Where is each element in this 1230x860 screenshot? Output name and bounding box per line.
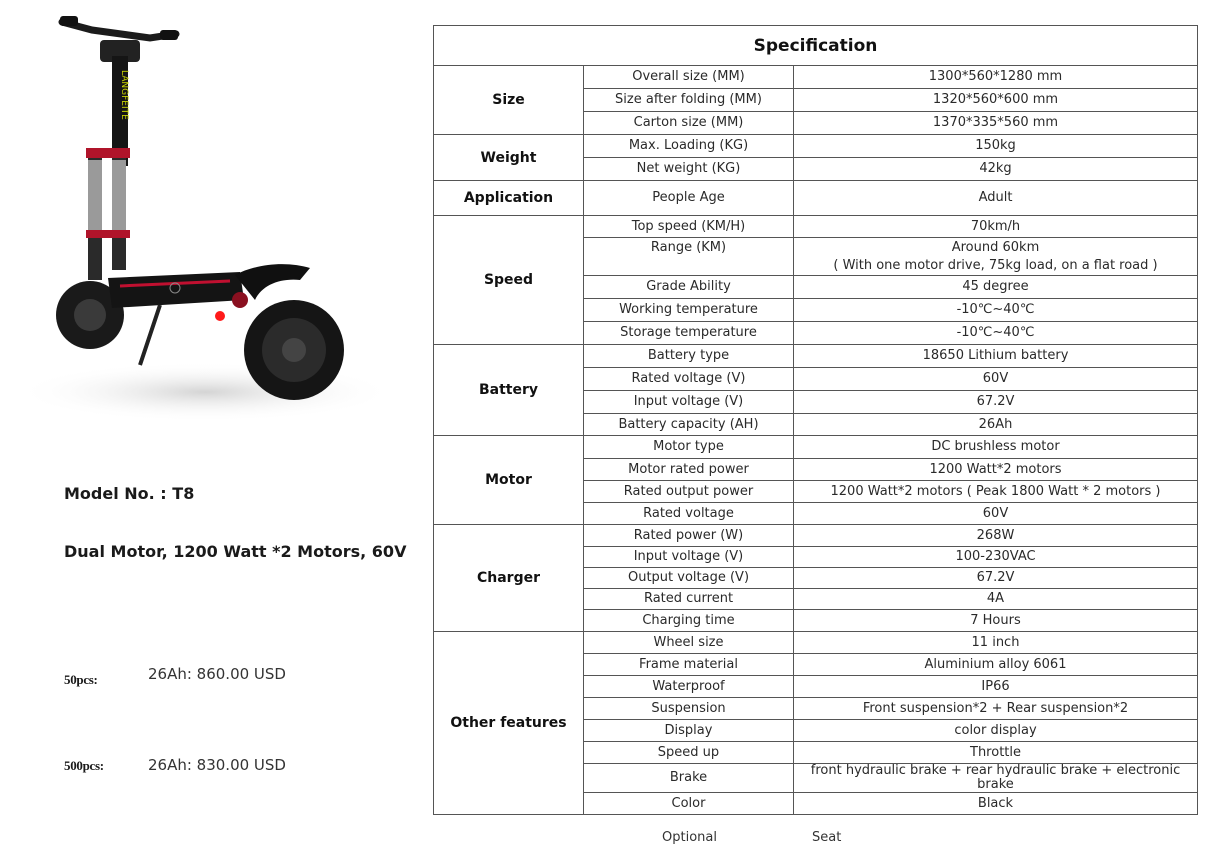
optional-value: Seat <box>812 830 842 845</box>
spec-label: Speed up <box>584 742 794 764</box>
group-size: Size <box>434 66 584 135</box>
spec-value: Aluminium alloy 6061 <box>794 654 1198 676</box>
group-speed: Speed <box>434 216 584 345</box>
price-value-1: 26Ah: 860.00 USD <box>148 665 286 683</box>
spec-label: Overall size (MM) <box>584 66 794 89</box>
spec-title: Specification <box>434 26 1198 66</box>
spec-value: 268W <box>794 525 1198 547</box>
spec-label: Net weight (KG) <box>584 158 794 181</box>
price-value-2: 26Ah: 830.00 USD <box>148 756 286 774</box>
spec-value: 60V <box>794 368 1198 391</box>
spec-label: Battery capacity (AH) <box>584 414 794 436</box>
spec-value: DC brushless motor <box>794 436 1198 459</box>
spec-label: Rated output power <box>584 481 794 503</box>
spec-label: Output voltage (V) <box>584 568 794 589</box>
group-application: Application <box>434 181 584 216</box>
spec-value: front hydraulic brake + rear hydraulic brake + electronic brake <box>794 764 1198 793</box>
spec-value: 26Ah <box>794 414 1198 436</box>
range-note: ( With one motor drive, 75kg load, on a flat road ) <box>833 257 1158 273</box>
spec-label: Storage temperature <box>584 322 794 345</box>
spec-label: Charging time <box>584 610 794 632</box>
spec-label: Brake <box>584 764 794 793</box>
svg-text:LANGFEITE: LANGFEITE <box>119 70 129 120</box>
spec-value: Throttle <box>794 742 1198 764</box>
spec-value: 42kg <box>794 158 1198 181</box>
spec-value-range <box>794 238 1198 276</box>
spec-label: Rated power (W) <box>584 525 794 547</box>
group-battery: Battery <box>434 345 584 436</box>
spec-label: People Age <box>584 181 794 216</box>
spec-value: 60V <box>794 503 1198 525</box>
price-qty-1: 50pcs: <box>64 672 98 687</box>
group-charger: Charger <box>434 525 584 632</box>
group-weight: Weight <box>434 135 584 181</box>
spec-label: Display <box>584 720 794 742</box>
spec-label: Frame material <box>584 654 794 676</box>
spec-label: Color <box>584 793 794 815</box>
spec-value: 100-230VAC <box>794 547 1198 568</box>
group-other-features: Other features <box>434 632 584 815</box>
spec-label: Top speed (KM/H) <box>584 216 794 238</box>
spec-label: Working temperature <box>584 299 794 322</box>
spec-value: Front suspension*2 + Rear suspension*2 <box>794 698 1198 720</box>
spec-label: Rated current <box>584 589 794 610</box>
spec-label: Size after folding (MM) <box>584 89 794 112</box>
spec-value: IP66 <box>794 676 1198 698</box>
spec-label: Range (KM) <box>584 238 794 276</box>
spec-value: 1370*335*560 mm <box>794 112 1198 135</box>
scooter-image <box>0 0 400 440</box>
spec-label: Max. Loading (KG) <box>584 135 794 158</box>
spec-value: 11 inch <box>794 632 1198 654</box>
spec-label: Grade Ability <box>584 276 794 299</box>
spec-value: Black <box>794 793 1198 815</box>
spec-value: 67.2V <box>794 568 1198 589</box>
spec-value: color display <box>794 720 1198 742</box>
spec-label: Carton size (MM) <box>584 112 794 135</box>
spec-value: 67.2V <box>794 391 1198 414</box>
spec-value: 70km/h <box>794 216 1198 238</box>
spec-value: 1300*560*1280 mm <box>794 66 1198 89</box>
optional-label: Optional <box>662 830 717 845</box>
spec-value: -10℃~40℃ <box>794 299 1198 322</box>
spec-value: 7 Hours <box>794 610 1198 632</box>
spec-value: 18650 Lithium battery <box>794 345 1198 368</box>
spec-value: -10℃~40℃ <box>794 322 1198 345</box>
spec-label: Input voltage (V) <box>584 391 794 414</box>
range-value: Around 60km <box>951 239 1040 255</box>
spec-label: Input voltage (V) <box>584 547 794 568</box>
spec-label: Battery type <box>584 345 794 368</box>
price-qty-2: 500pcs: <box>64 758 104 773</box>
spec-value: 1320*560*600 mm <box>794 89 1198 112</box>
spec-label: Rated voltage (V) <box>584 368 794 391</box>
spec-label: Rated voltage <box>584 503 794 525</box>
spec-value: 1200 Watt*2 motors <box>794 459 1198 481</box>
model-number: Model No. : T8 <box>64 484 195 503</box>
spec-label: Motor type <box>584 436 794 459</box>
spec-label: Suspension <box>584 698 794 720</box>
spec-value: 1200 Watt*2 motors ( Peak 1800 Watt * 2 motors ) <box>794 481 1198 503</box>
spec-value: Adult <box>794 181 1198 216</box>
spec-label: Motor rated power <box>584 459 794 481</box>
spec-value: 150kg <box>794 135 1198 158</box>
spec-value: 45 degree <box>794 276 1198 299</box>
spec-label: Wheel size <box>584 632 794 654</box>
spec-label: Waterproof <box>584 676 794 698</box>
group-motor: Motor <box>434 436 584 525</box>
product-subtitle: Dual Motor, 1200 Watt *2 Motors, 60V <box>64 542 407 561</box>
specification-table <box>433 25 1198 815</box>
spec-value: 4A <box>794 589 1198 610</box>
